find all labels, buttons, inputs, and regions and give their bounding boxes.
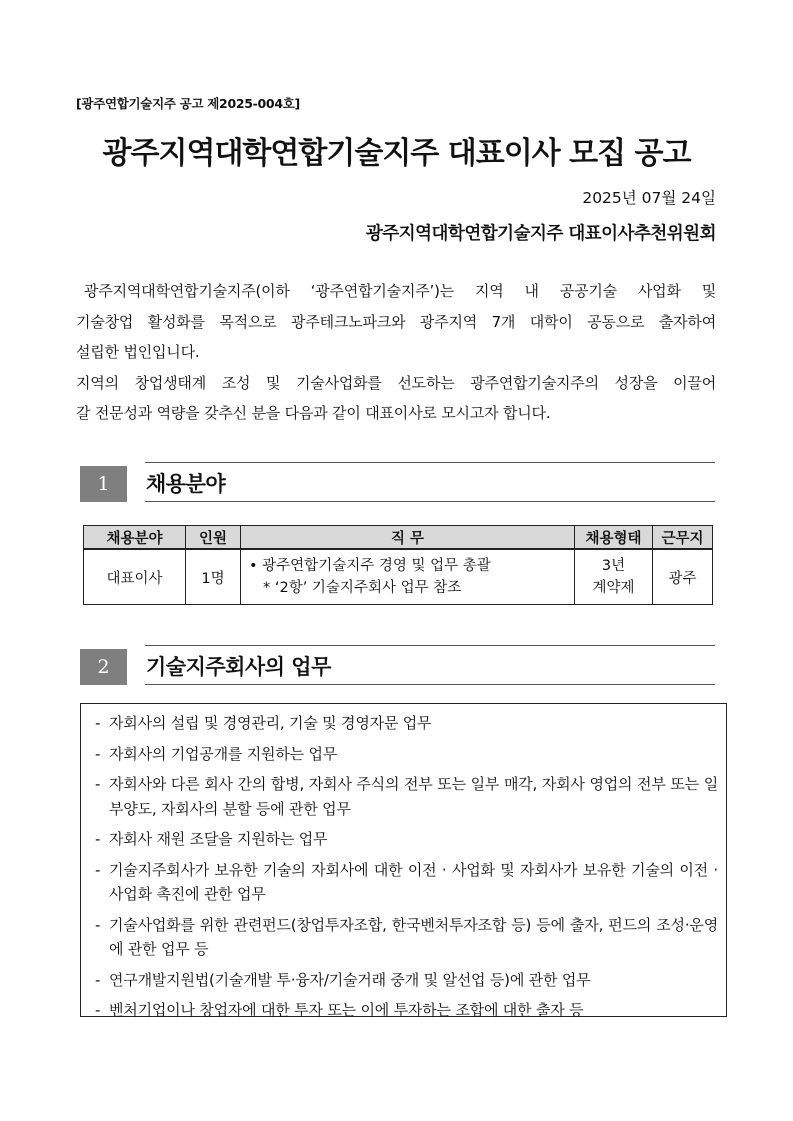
dash-marker: -	[95, 775, 101, 793]
divider	[145, 684, 715, 685]
dash-marker: -	[95, 915, 101, 934]
list-item-text: 연구개발지원법(기술개발 투·융자/기술거래 중개 및 알선업 등)에 관한 업무	[109, 970, 591, 989]
list-item-text: 자회사 재원 조달을 지원하는 업무	[109, 830, 328, 848]
intro-line: 기술창업 활성화를 목적으로 광주테크노파크와 광주지역 7개 대학이 공동으로 출자하여	[76, 312, 716, 331]
list-item-text: 자회사의 설립 및 경영관리, 기술 및 경영자문 업무	[109, 714, 432, 732]
table-row	[84, 549, 713, 605]
dash-marker: -	[95, 714, 101, 732]
duties-box	[80, 703, 727, 1017]
list-item-text: 기술지주회사가 보유한 기술의 자회사에 대한 이전 · 사업화 및 자회사가 보유한 기술의 이전 · 사업화 촉진에 관한 업무	[109, 860, 718, 903]
list-item	[95, 742, 718, 767]
section-header-2	[80, 645, 715, 685]
cell-location: 광주	[653, 549, 713, 605]
dash-marker: -	[95, 744, 101, 763]
section-title: 채용분야	[146, 472, 226, 496]
intro-line: 지역의 창업생태계 조성 및 기술사업화를 선도하는 광주연합기술지주의 성장을 이끌어	[76, 373, 716, 392]
divider	[145, 501, 715, 502]
list-item	[95, 968, 718, 993]
intro-text	[76, 276, 716, 429]
list-item	[95, 711, 718, 736]
dash-marker: -	[95, 1001, 101, 1019]
duty-line: • 광주연합기술지주 경영 및 업무 총괄	[249, 558, 491, 574]
page-title: 광주지역대학연합기술지주 대표이사 모집 공고	[102, 136, 691, 171]
list-item-text: 자회사의 기업공개를 지원하는 업무	[109, 744, 338, 763]
notice-date: 2025년 07월 24일	[582, 189, 716, 207]
type-line: 계약제	[592, 580, 635, 596]
column-header: 인원	[186, 526, 241, 550]
section-number: 1	[80, 466, 127, 502]
section-title: 기술지주회사의 업무	[146, 655, 331, 679]
list-item-text: 자회사와 다른 회사 간의 합병, 자회사 주식의 전부 또는 일부 매각, 자회사 영업의 전부 또는 일부양도, 자회사의 분할 등에 관한 업무	[109, 775, 718, 818]
cell-field: 대표이사	[84, 549, 186, 605]
list-item	[95, 772, 718, 821]
cell-duty	[241, 549, 575, 605]
cell-count: 1명	[186, 549, 241, 605]
column-header: 채용분야	[84, 526, 186, 550]
dash-marker: -	[95, 970, 101, 989]
section-header-1	[80, 462, 715, 502]
intro-line: 설립한 법인입니다.	[76, 343, 200, 361]
column-header: 직 무	[241, 526, 575, 550]
column-header: 채용형태	[575, 526, 653, 550]
table-header-row	[84, 526, 713, 550]
list-item	[95, 913, 718, 962]
type-line: 3년	[601, 558, 626, 574]
column-header: 근무지	[653, 526, 713, 550]
duties-list	[81, 704, 726, 1023]
notice-number: [광주연합기술지주 공고 제2025-004호]	[76, 96, 300, 111]
list-item	[95, 998, 718, 1023]
divider	[145, 645, 715, 646]
intro-line: 광주지역대학연합기술지주(이하 ‘광주연합기술지주’)는 지역 내 공공기술 사업화 및	[84, 282, 716, 300]
list-item-text: 기술사업화를 위한 관련펀드(창업투자조합, 한국벤처투자조합 등) 등에 출자, 펀드의 조성·운영에 관한 업무 등	[109, 915, 718, 958]
duty-note: * ‘2항’ 기술지주회사 업무 참조	[263, 580, 462, 596]
list-item	[95, 858, 718, 907]
section-number: 2	[80, 649, 127, 685]
dash-marker: -	[95, 830, 101, 848]
divider	[145, 462, 715, 463]
intro-line: 갈 전문성과 역량을 갖추신 분을 다음과 같이 대표이사로 모시고자 합니다.	[76, 404, 551, 422]
dash-marker: -	[95, 860, 101, 879]
list-item	[95, 827, 718, 852]
committee-name: 광주지역대학연합기술지주 대표이사추천위원회	[365, 224, 716, 244]
cell-type	[575, 549, 653, 605]
recruitment-table	[83, 525, 713, 605]
list-item-text: 벤처기업이나 창업자에 대한 투자 또는 이에 투자하는 조합에 대한 출자 등	[109, 1001, 584, 1019]
